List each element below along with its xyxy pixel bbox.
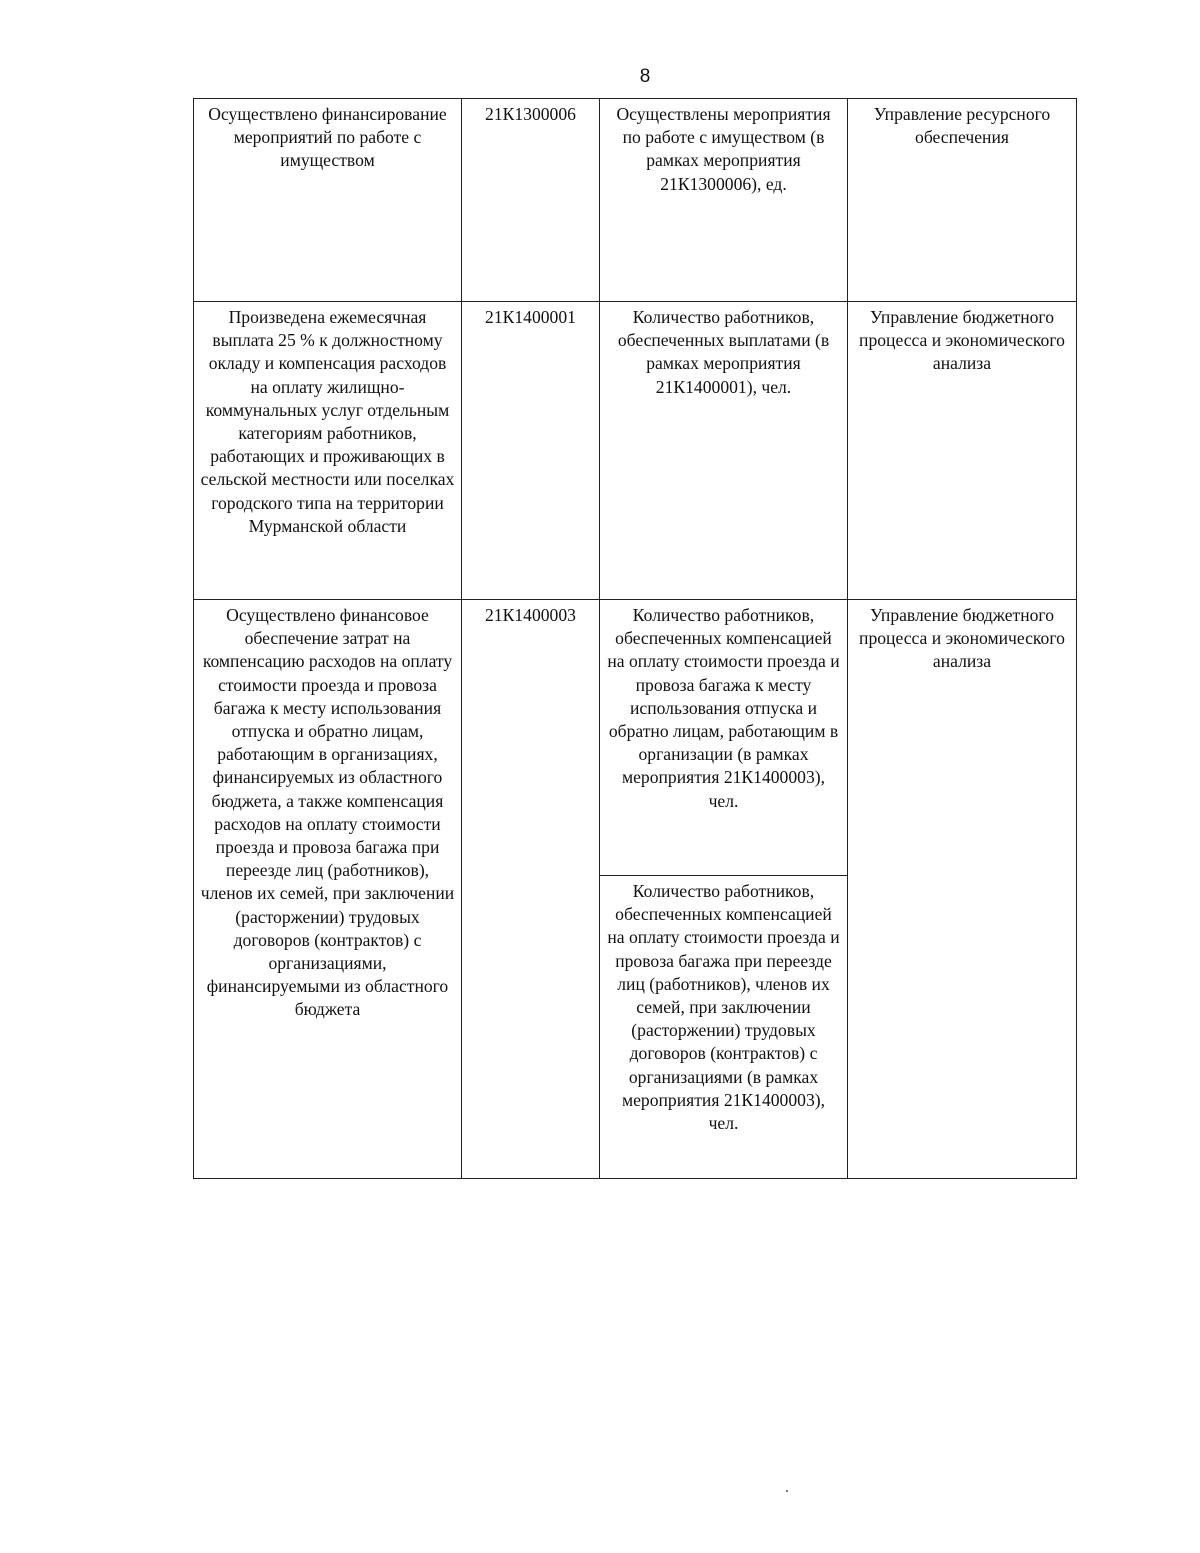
result-cell <box>194 99 462 302</box>
indicator-text: Осуществлены мероприятия по работе с имуществом (в рамках мероприятия 21К1300006), ед. <box>616 104 831 194</box>
executor-text: Управление бюджетного процесса и экономического анализа <box>859 307 1065 374</box>
table-row <box>194 99 1077 302</box>
indicator-text: Количество работников, обеспеченных компенсацией на оплату стоимости проезда и провоза багажа к месту использования отпуска и обратно лицам, работающим в организации (в рамках мероприятия 21К1400003), чел. <box>607 605 840 811</box>
indicator-text: Количество работников, обеспеченных выплатами (в рамках мероприятия 21К1400001), чел. <box>617 307 830 397</box>
executor-text: Управление бюджетного процесса и экономического анализа <box>859 605 1065 672</box>
indicator-cell <box>600 876 848 1179</box>
page-number: 8 <box>639 66 651 87</box>
result-text: Осуществлено финансовое обеспечение затрат на компенсацию расходов на оплату стоимости проезда и провоза багажа к месту использования отпуска и обратно лицам, работающим в организациях, финансируемых из областного бюджета, а также компенсация расходов на оплату стоимости проезда и провоза багажа при переезде лиц (работников), членов их семей, при заключении (расторжении) трудовых договоров (контрактов) с организациями, финансируемыми из областного бюджета <box>200 605 455 1020</box>
result-text: Произведена ежемесячная выплата 25 % к должностному окладу и компенсация расходов на оплату жилищно-коммунальных услуг отдельным категориям работников, работающих и проживающих в сельской местности или поселках городского типа на территории Мурманской области <box>200 307 455 536</box>
table-row <box>194 600 1077 876</box>
indicator-text: Количество работников, обеспеченных компенсацией на оплату стоимости проезда и провоза багажа при переезде лиц (работников), членов их семей, при заключении (расторжении) трудовых договоров (контрактов) с организациями (в рамках мероприятия 21К1400003), чел. <box>607 881 840 1134</box>
executor-cell <box>848 600 1077 1179</box>
measure-code: 21К1400001 <box>485 307 576 327</box>
measure-code: 21К1400003 <box>485 605 576 625</box>
code-cell <box>462 99 600 302</box>
code-cell <box>462 600 600 1179</box>
result-cell <box>194 600 462 1179</box>
measure-code: 21К1300006 <box>485 104 576 124</box>
result-cell <box>194 302 462 600</box>
measures-table <box>193 98 1077 1179</box>
executor-text: Управление ресурсного обеспечения <box>873 104 1051 148</box>
indicator-cell <box>600 302 848 600</box>
indicator-cell <box>600 600 848 876</box>
code-cell <box>462 302 600 600</box>
scan-speck <box>786 1490 788 1492</box>
result-text: Осуществлено финансирование мероприятий по работе с имуществом <box>208 104 447 171</box>
executor-cell <box>848 302 1077 600</box>
table-row <box>194 302 1077 600</box>
indicator-cell <box>600 99 848 302</box>
executor-cell <box>848 99 1077 302</box>
